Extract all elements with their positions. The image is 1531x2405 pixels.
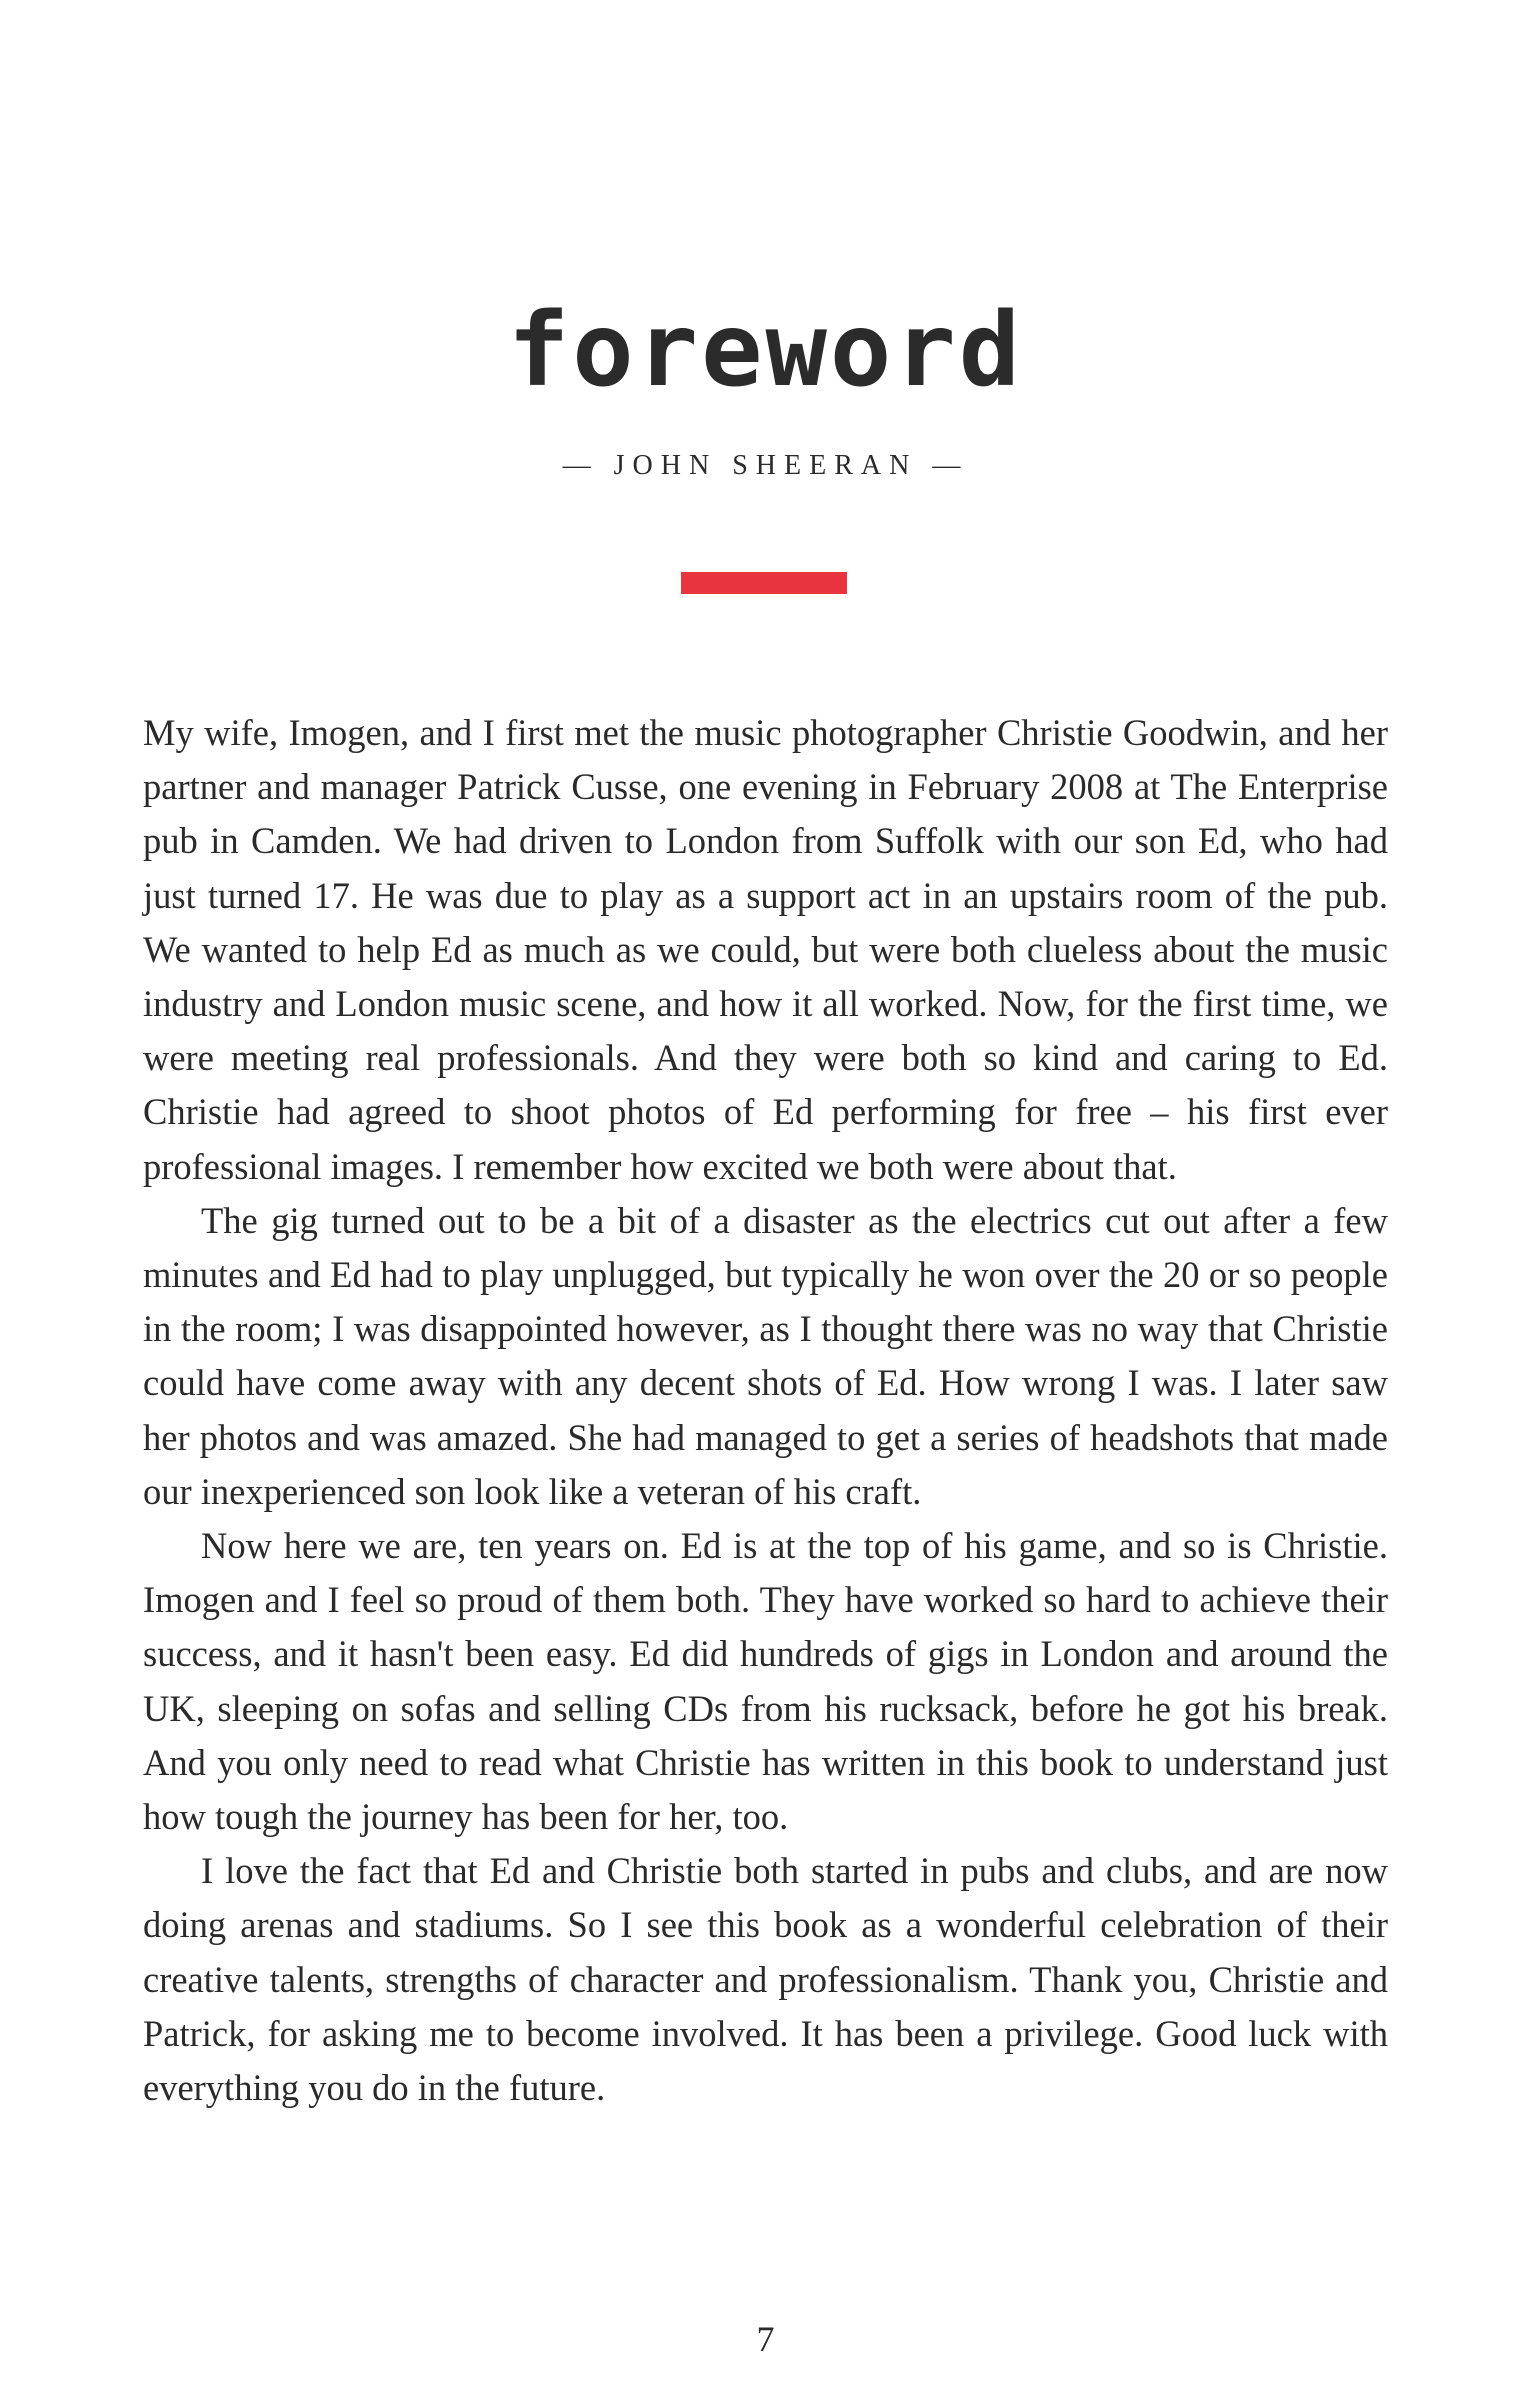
paragraph-4: I love the fact that Ed and Christie both started in pubs and clubs, and are now doing arenas and stadiums. So I see this book as a wonderful celebration of their creative talents, strengths of character and professionalism. Thank you, Christie and Patrick, for asking me to become involved. It has been a privilege. Good luck with everything you do in the future. (143, 1850, 1388, 2109)
paragraph-2: The gig turned out to be a bit of a disaster as the electrics cut out after a few minutes and Ed had to play unplugged, but typically he won over the 20 or so people in the room; I was disappointed however, as I thought there was no way that Christie could have come away with any decent shots of Ed. How wrong I was. I later saw her photos and was amazed. She had managed to get a series of headshots that made our inexperienced son look like a veteran of his craft. (143, 1199, 1388, 1512)
author-byline: — JOHN SHEERAN — (562, 450, 969, 481)
paragraph-1: My wife, Imogen, and I first met the music photographer Christie Goodwin, and her partner and manager Patrick Cusse, one evening in February 2008 at The Enterprise pub in Camden. We had driven to London from Suffolk with our son Ed, who had just turned 17. He was due to play as a support act in an upstairs room of the pub. We wanted to help Ed as much as we could, but were both clueless about the music industry and London music scene, and how it all worked. Now, for the first time, we were meeting real professionals. And they were both so kind and caring to Ed. Christie had agreed to shoot photos of Ed performing for free – his first ever professional images. I remember how excited we both were about that. (143, 712, 1388, 1187)
foreword-body (143, 706, 1388, 2115)
page-number: 7 (756, 2319, 775, 2359)
paragraph-3: Now here we are, ten years on. Ed is at the top of his game, and so is Christie. Imogen and I feel so proud of them both. They have worked so hard to achieve their success, and it hasn't been easy. Ed did hundreds of gigs in London and around the UK, sleeping on sofas and selling CDs from his rucksack, before he got his break. And you only need to read what Christie has written in this book to understand just how tough the journey has been for her, too. (143, 1525, 1388, 1838)
red-accent-bar (681, 572, 847, 594)
chapter-title: foreword (507, 291, 1024, 410)
